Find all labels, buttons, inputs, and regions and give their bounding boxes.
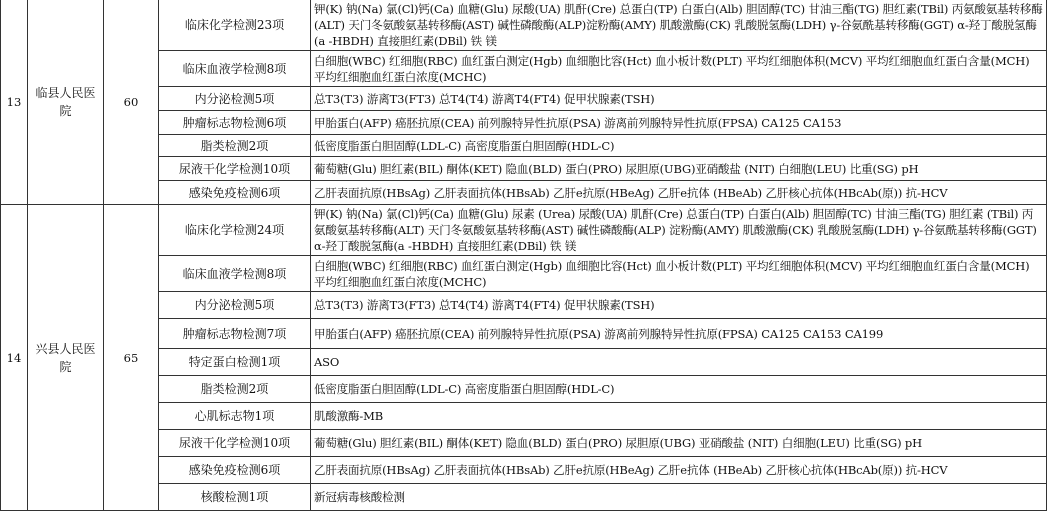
test-detail: 乙肝表面抗原(HBsAg) 乙肝表面抗体(HBsAb) 乙肝e抗原(HBeAg) 乙肝e抗体 (HBeAb) 乙肝核心抗体(HBcAb(原)) 抗-HCV (311, 181, 1047, 205)
table-row (1, 0, 1047, 51)
test-detail: 葡萄糖(Glu) 胆红素(BIL) 酮体(KET) 隐血(BLD) 蛋白(PRO) 尿胆原(UBG)亚硝酸盐 (NIT) 白细胞(LEU) 比重(SG) pH (311, 157, 1047, 181)
table-row (1, 205, 1047, 256)
test-category: 脂类检测2项 (159, 135, 311, 157)
test-category: 临床化学检测24项 (159, 205, 311, 256)
test-detail: 低密度脂蛋白胆固醇(LDL-C) 高密度脂蛋白胆固醇(HDL-C) (311, 376, 1047, 403)
row-number: 13 (1, 0, 28, 205)
test-detail: 白细胞(WBC) 红细胞(RBC) 血红蛋白测定(Hgb) 血细胞比容(Hct) 血小板计数(PLT) 平均红细胞体积(MCV) 平均红细胞血红蛋白含量(MCH) 平均红细胞血红蛋白浓度(MCHC) (311, 51, 1047, 87)
test-category: 肿瘤标志物检测7项 (159, 319, 311, 349)
test-category: 内分泌检测5项 (159, 292, 311, 319)
test-detail: 甲胎蛋白(AFP) 癌胚抗原(CEA) 前列腺特异性抗原(PSA) 游离前列腺特异性抗原(FPSA) CA125 CA153 (311, 111, 1047, 135)
test-detail: 葡萄糖(Glu) 胆红素(BIL) 酮体(KET) 隐血(BLD) 蛋白(PRO) 尿胆原(UBG) 亚硝酸盐 (NIT) 白细胞(LEU) 比重(SG) pH (311, 430, 1047, 457)
test-detail: 甲胎蛋白(AFP) 癌胚抗原(CEA) 前列腺特异性抗原(PSA) 游离前列腺特异性抗原(FPSA) CA125 CA153 CA199 (311, 319, 1047, 349)
hospital-name: 兴县人民医院 (28, 205, 104, 511)
test-category: 核酸检测1项 (159, 484, 311, 511)
row-number: 14 (1, 205, 28, 511)
test-detail: ASO (311, 349, 1047, 376)
test-category: 临床血液学检测8项 (159, 51, 311, 87)
test-category: 内分泌检测5项 (159, 87, 311, 111)
test-category: 脂类检测2项 (159, 376, 311, 403)
test-category: 肿瘤标志物检测6项 (159, 111, 311, 135)
test-detail: 肌酸激酶-MB (311, 403, 1047, 430)
test-detail: 总T3(T3) 游离T3(FT3) 总T4(T4) 游离T4(FT4) 促甲状腺素(TSH) (311, 87, 1047, 111)
test-category: 临床血液学检测8项 (159, 256, 311, 292)
test-category: 特定蛋白检测1项 (159, 349, 311, 376)
test-detail: 低密度脂蛋白胆固醇(LDL-C) 高密度脂蛋白胆固醇(HDL-C) (311, 135, 1047, 157)
test-category: 感染免疫检测6项 (159, 457, 311, 484)
test-detail: 乙肝表面抗原(HBsAg) 乙肝表面抗体(HBsAb) 乙肝e抗原(HBeAg) 乙肝e抗体 (HBeAb) 乙肝核心抗体(HBcAb(原)) 抗-HCV (311, 457, 1047, 484)
test-detail: 钾(K) 钠(Na) 氯(Cl)钙(Ca) 血糖(Glu) 尿酸(UA) 肌酐(Cre) 总蛋白(TP) 白蛋白(Alb) 胆固醇(TC) 甘油三酯(TG) 胆红素(TBil) 丙氨酸氨基转移酶(ALT) 天门冬氨酸氨基转移酶(AST) 碱性磷酸酶(ALP)淀粉酶(AMY) 肌酸激酶(CK) 乳酸脱氢酶(LDH) γ-谷氨酰基转移酶(GGT) α-羟丁酸脱氢酶(a -HBDH) 直接胆红素(DBil) 铁 镁 (311, 0, 1047, 51)
test-category: 尿液干化学检测10项 (159, 430, 311, 457)
test-category: 临床化学检测23项 (159, 0, 311, 51)
test-category: 尿液干化学检测10项 (159, 157, 311, 181)
test-category: 感染免疫检测6项 (159, 181, 311, 205)
item-count: 65 (104, 205, 159, 511)
hospital-name: 临县人民医院 (28, 0, 104, 205)
test-category: 心肌标志物1项 (159, 403, 311, 430)
test-detail: 总T3(T3) 游离T3(FT3) 总T4(T4) 游离T4(FT4) 促甲状腺素(TSH) (311, 292, 1047, 319)
test-detail: 新冠病毒核酸检测 (311, 484, 1047, 511)
test-detail: 钾(K) 钠(Na) 氯(Cl)钙(Ca) 血糖(Glu) 尿素 (Urea) 尿酸(UA) 肌酐(Cre) 总蛋白(TP) 白蛋白(Alb) 胆固醇(TC) 甘油三酯(TG) 胆红素 (TBil) 丙氨酸氨基转移酶(ALT) 天门冬氨酸氨基转移酶(AST) 碱性磷酸酶(ALP) 淀粉酶(AMY) 肌酸激酶(CK) 乳酸脱氢酶(LDH) γ-谷氨酰基转移酶(GGT) α-羟丁酸脱氢酶(a -HBDH) 直接胆红素(DBil) 铁 镁 (311, 205, 1047, 256)
test-detail: 白细胞(WBC) 红细胞(RBC) 血红蛋白测定(Hgb) 血细胞比容(Hct) 血小板计数(PLT) 平均红细胞体积(MCV) 平均红细胞血红蛋白含量(MCH) 平均红细胞血红蛋白浓度(MCHC) (311, 256, 1047, 292)
item-count: 60 (104, 0, 159, 205)
